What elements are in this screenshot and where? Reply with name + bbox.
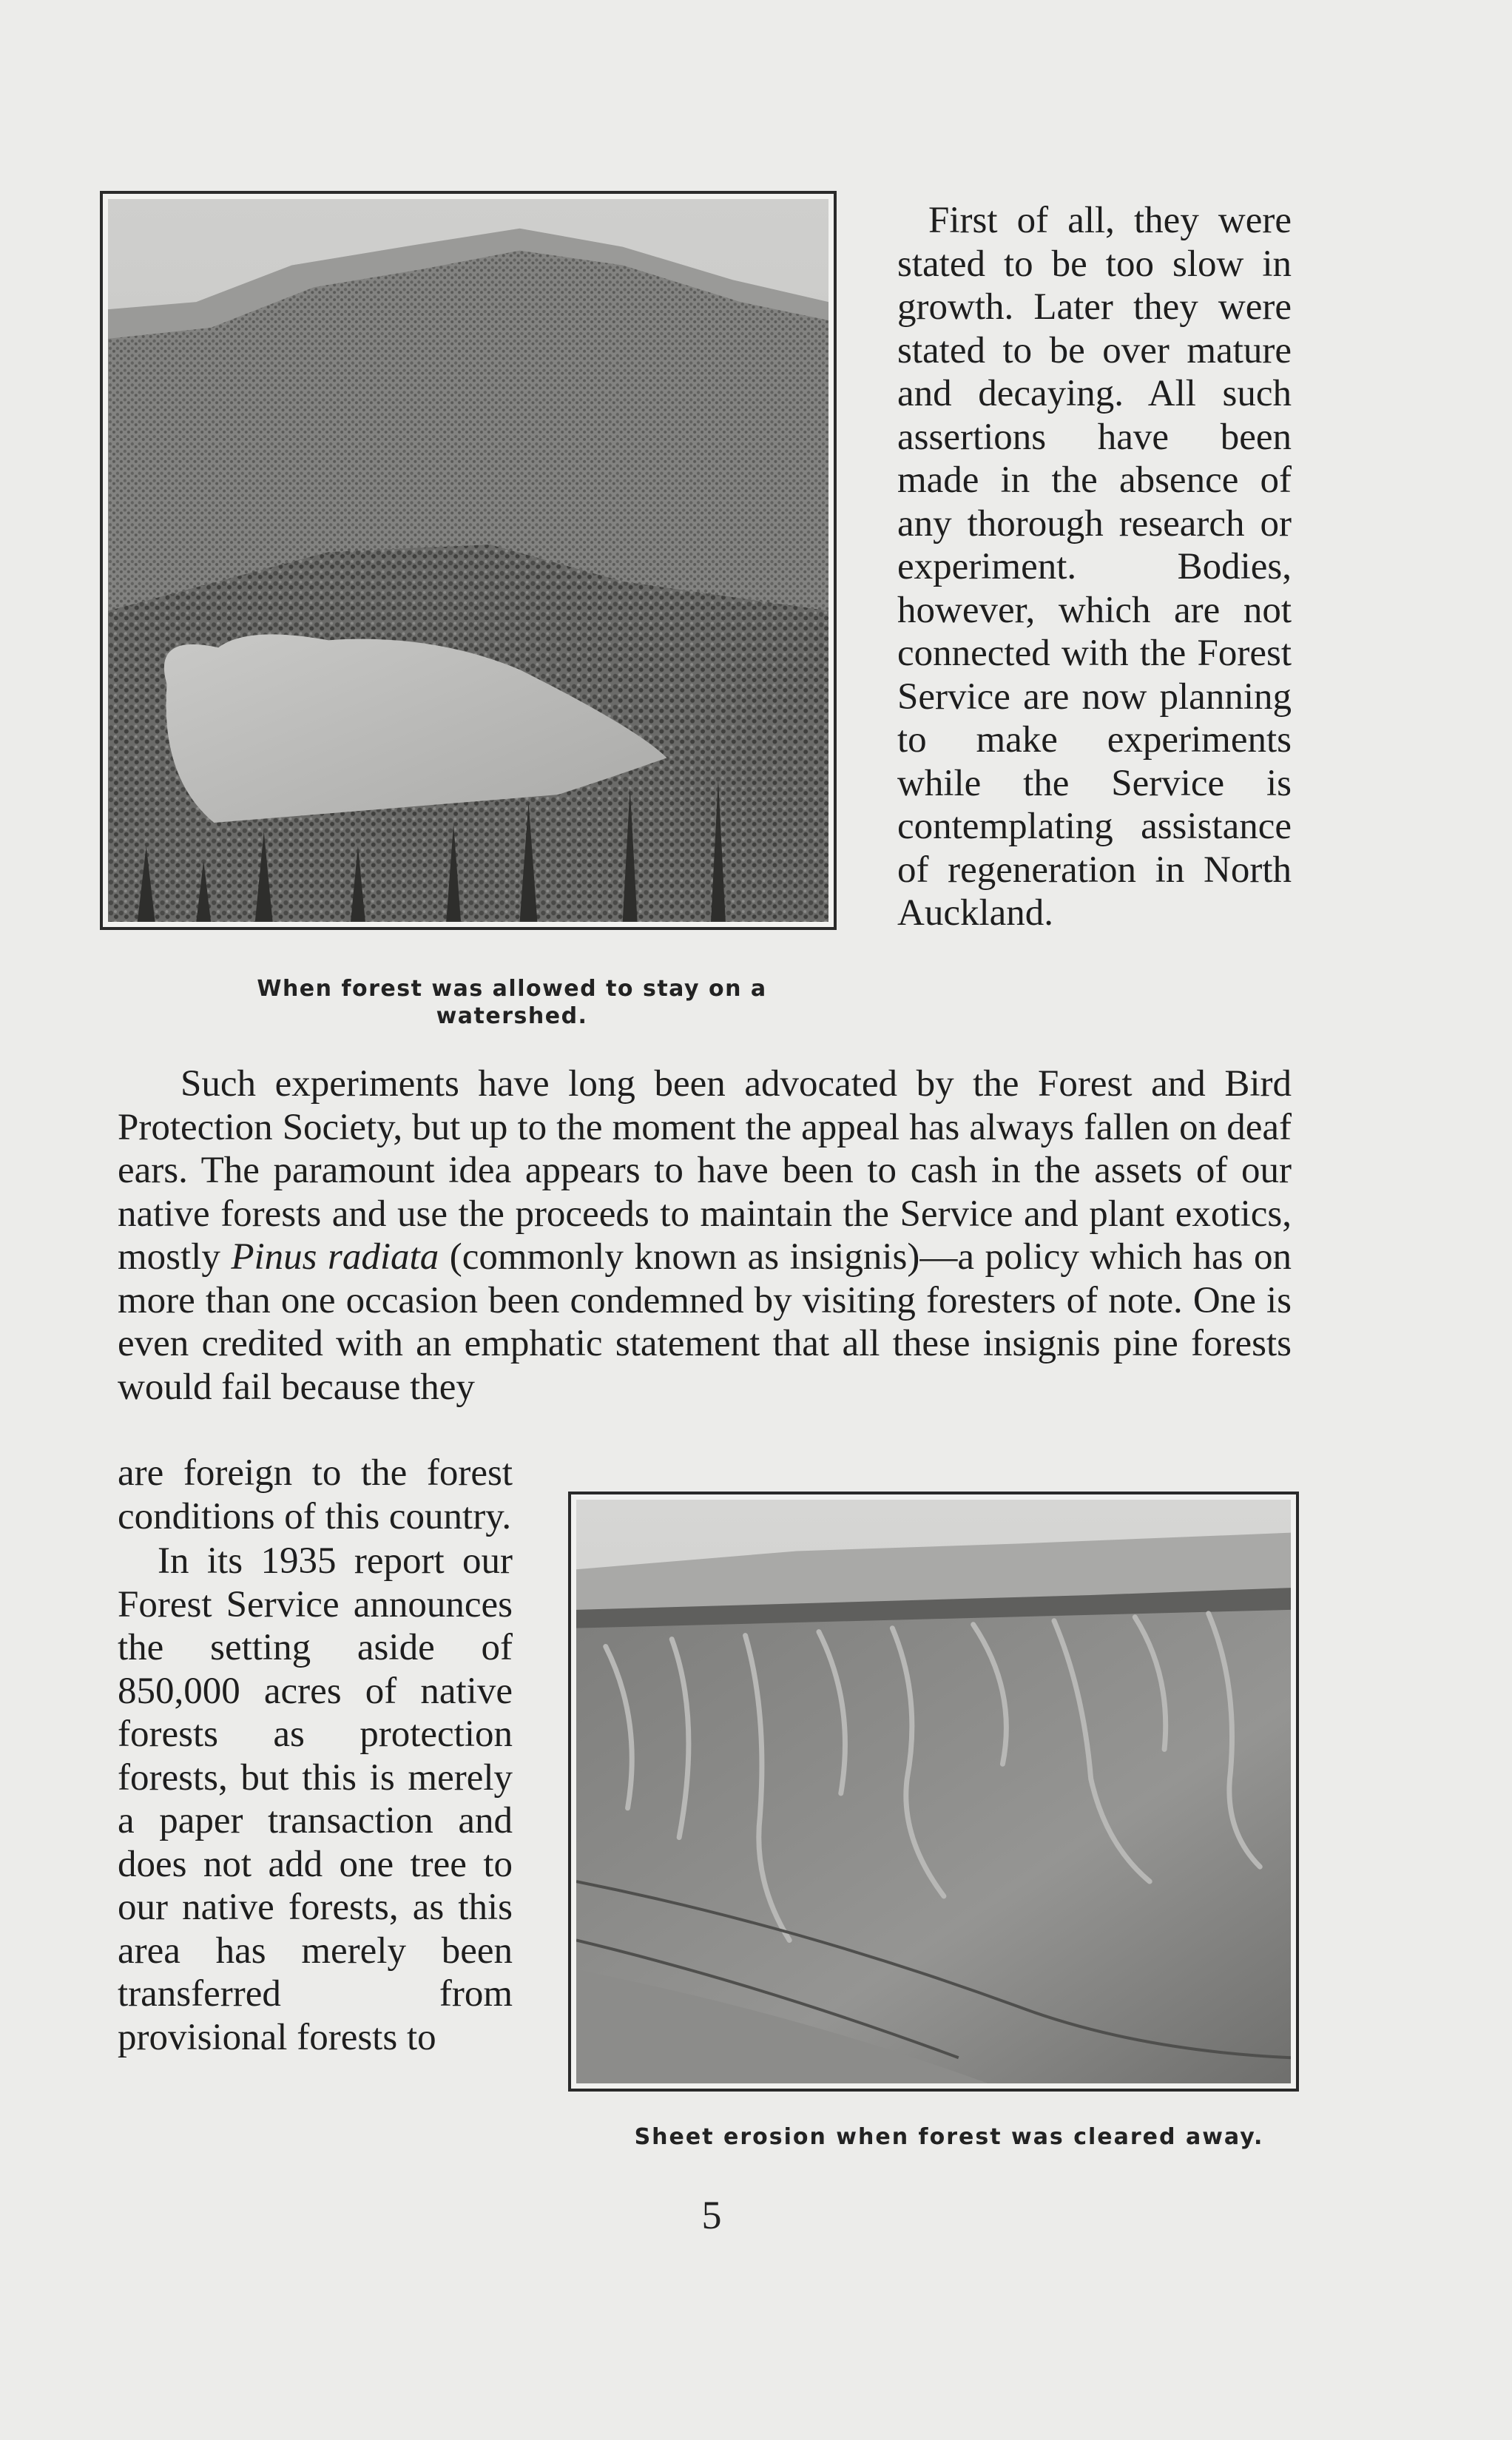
forest-lake-image	[108, 199, 828, 922]
paragraph-experiments-part1: Such experiments have long been advocated by the Forest and Bird Protection Society, but up to the moment the appeal has always fallen on deaf ears. The paramount idea appears to have been to cash in the assets of our native forests and use the proceeds to maintain the Service and plant exotics, mostly	[118, 1063, 1292, 1278]
right-column-text	[897, 199, 1292, 935]
forest-watershed-photo	[100, 191, 837, 930]
full-width-text	[118, 1062, 1292, 1409]
page-number: 5	[701, 2193, 722, 2237]
paragraph-experiments-part2: (commonly known as insignis)—a policy which has on more than one occasion been condemned by visiting foresters of note. One is even credited with an emphatic statement that all these insignis pine forests would fail because they	[118, 1236, 1292, 1408]
sheet-erosion-photo	[568, 1492, 1299, 2092]
left-column-text	[118, 1452, 513, 2059]
paragraph-experiments	[118, 1062, 1292, 1409]
italic-species-name: Pinus radiata	[231, 1236, 439, 1278]
erosion-image	[576, 1500, 1291, 2083]
figure-caption-erosion: Sheet erosion when forest was cleared away.	[634, 2124, 1264, 2150]
paragraph-continuation: are foreign to the forest conditions of this country.	[118, 1452, 513, 1537]
paragraph-1935-report: In its 1935 report our Forest Service announces the setting aside of 850,000 acres of native forests as protection forests, but this is merely a paper transaction and does not add one tree to our native forests, as this area has merely been transferred from provisional forests to	[118, 1540, 513, 2058]
figure-caption-watershed: When forest was allowed to stay on a watershed.	[257, 976, 767, 1029]
paragraph-right-column: First of all, they were stated to be too slow in growth. Later they were stated to be over mature and decaying. All such assertions have been made in the absence of any thorough research or experiment. Bodies, however, which are not connected with the Forest Service are now planning to make experiments while the Service is contemplating assistance of regeneration in North Auckland.	[897, 200, 1292, 934]
